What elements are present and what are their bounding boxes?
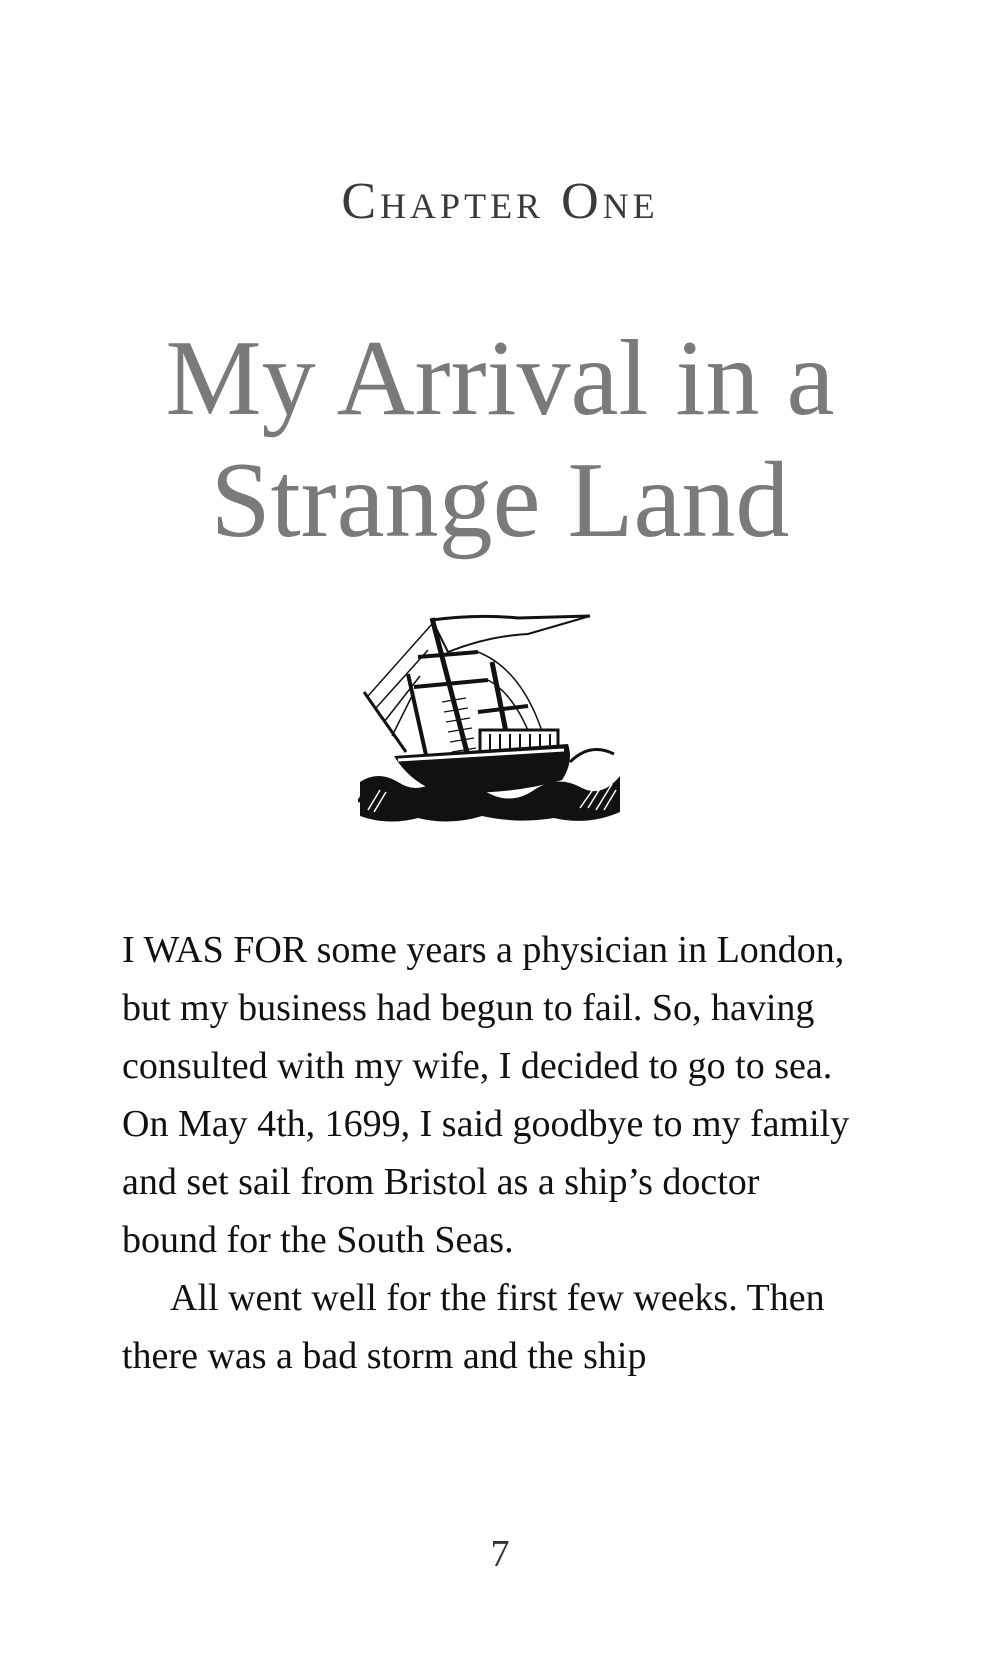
body-paragraph: All went well for the first few weeks. Then there was a bad storm and the ship bbox=[122, 1277, 825, 1377]
chapter-label: Chapter One bbox=[341, 173, 659, 230]
page-number: 7 bbox=[490, 1533, 510, 1575]
chapter-title: My Arrival in a Strange Land bbox=[165, 319, 835, 560]
body-paragraph: I WAS FOR some years a physician in London, but my business had begun to fail. So, having consulted with my wife, I decided to go to sea. On May 4th, 1699, I said goodbye to my family and set sail from Bristol as a ship’s doctor bound for the South Seas. bbox=[122, 929, 850, 1261]
sailing-ship-icon bbox=[358, 612, 622, 827]
chapter-body bbox=[122, 921, 850, 1385]
